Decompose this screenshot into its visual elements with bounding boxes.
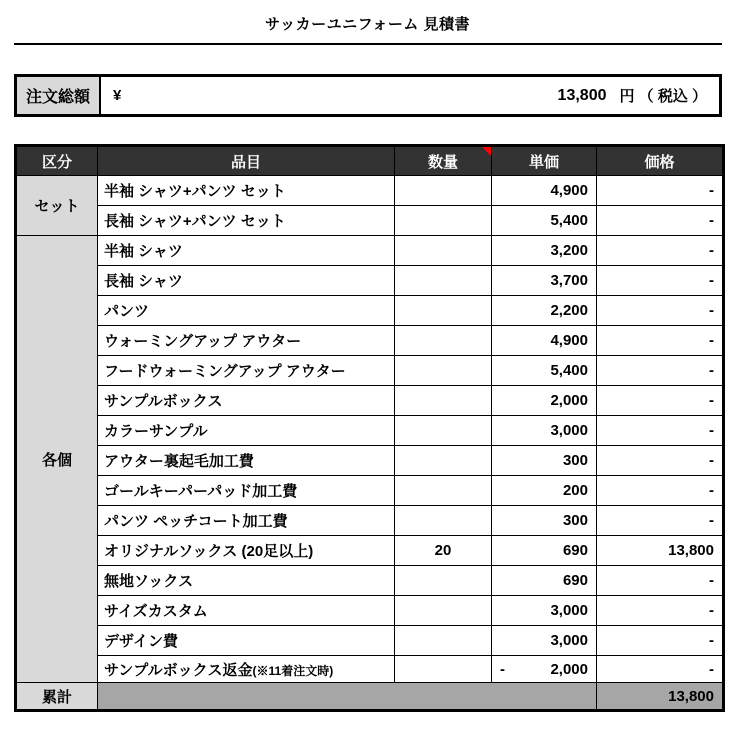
- qty-cell: 20: [395, 536, 492, 566]
- qty-cell: [395, 446, 492, 476]
- unit-price-cell: 300: [492, 446, 597, 476]
- unit-price-cell: 3,000: [492, 416, 597, 446]
- item-cell: 長袖 シャツ+パンツ セット: [98, 206, 395, 236]
- unit-price-cell: [492, 656, 597, 683]
- item-cell: アウター裏起毛加工費: [98, 446, 395, 476]
- item-label: サンプルボックス返金: [104, 661, 253, 679]
- table-row: [16, 296, 724, 326]
- unit-price-cell: 2,200: [492, 296, 597, 326]
- minus-sign: -: [500, 660, 505, 678]
- price-cell: -: [597, 386, 724, 416]
- item-cell: [98, 656, 395, 683]
- table-row: [16, 266, 724, 296]
- col-header-quantity: [395, 146, 492, 176]
- title-divider: [14, 43, 722, 45]
- quote-table: [14, 144, 725, 712]
- price-cell: -: [597, 596, 724, 626]
- yen-symbol: ¥: [113, 87, 122, 104]
- item-cell: サンプルボックス: [98, 386, 395, 416]
- table-row: [16, 596, 724, 626]
- price-cell: -: [597, 656, 724, 683]
- item-cell: パンツ ペッチコート加工費: [98, 506, 395, 536]
- unit-price-cell: 690: [492, 566, 597, 596]
- unit-price-cell: 4,900: [492, 326, 597, 356]
- item-cell: 無地ソックス: [98, 566, 395, 596]
- qty-cell: [395, 656, 492, 683]
- table-row: [16, 566, 724, 596]
- header-row: [16, 146, 724, 176]
- item-cell: 長袖 シャツ: [98, 266, 395, 296]
- qty-cell: [395, 566, 492, 596]
- qty-cell: [395, 386, 492, 416]
- unit-price-cell: 5,400: [492, 356, 597, 386]
- price-cell: -: [597, 236, 724, 266]
- table-row: [16, 356, 724, 386]
- unit-price-cell: 200: [492, 476, 597, 506]
- table-row: [16, 626, 724, 656]
- table-row: [16, 326, 724, 356]
- comment-marker-icon: [482, 147, 491, 156]
- item-cell: パンツ: [98, 296, 395, 326]
- table-row: [16, 236, 724, 266]
- item-cell: ウォーミングアップ アウター: [98, 326, 395, 356]
- unit-price-cell: 2,000: [492, 386, 597, 416]
- qty-cell: [395, 266, 492, 296]
- qty-cell: [395, 206, 492, 236]
- item-cell: オリジナルソックス (20足以上): [98, 536, 395, 566]
- document-title: サッカーユニフォーム 見積書: [264, 16, 471, 33]
- col-header-category: 区分: [16, 146, 98, 176]
- order-total-amount: 13,800: [557, 86, 607, 104]
- unit-price-cell: 690: [492, 536, 597, 566]
- unit-price-cell: 3,200: [492, 236, 597, 266]
- table-row: [16, 536, 724, 566]
- price-cell: -: [597, 206, 724, 236]
- price-cell: -: [597, 566, 724, 596]
- item-note: (※11着注文時): [252, 663, 334, 678]
- table-row: [16, 656, 724, 683]
- table-row: [16, 446, 724, 476]
- qty-cell: [395, 326, 492, 356]
- order-total-value: [101, 77, 719, 114]
- col-header-quantity-label: 数量: [427, 153, 458, 171]
- qty-cell: [395, 416, 492, 446]
- unit-price-cell: 300: [492, 506, 597, 536]
- unit-price-cell: 4,900: [492, 176, 597, 206]
- table-row: [16, 206, 724, 236]
- price-cell: -: [597, 626, 724, 656]
- total-spacer-cell: [98, 683, 597, 711]
- table-row: [16, 506, 724, 536]
- item-cell: ゴールキーパーパッド加工費: [98, 476, 395, 506]
- price-cell: 13,800: [597, 536, 724, 566]
- total-label-cell: 累計: [16, 683, 98, 711]
- price-cell: -: [597, 476, 724, 506]
- price-cell: -: [597, 356, 724, 386]
- unit-price-cell: 3,000: [492, 596, 597, 626]
- col-header-unit-price: 単価: [492, 146, 597, 176]
- qty-cell: [395, 296, 492, 326]
- price-cell: -: [597, 266, 724, 296]
- table-row: [16, 476, 724, 506]
- qty-cell: [395, 176, 492, 206]
- price-cell: -: [597, 296, 724, 326]
- qty-cell: [395, 476, 492, 506]
- item-cell: デザイン費: [98, 626, 395, 656]
- price-cell: -: [597, 416, 724, 446]
- qty-cell: [395, 356, 492, 386]
- table-row: [16, 416, 724, 446]
- order-total-box: [14, 74, 722, 117]
- order-total-suffix: 円 （ 税込 ）: [619, 88, 707, 105]
- price-cell: -: [597, 446, 724, 476]
- price-cell: -: [597, 326, 724, 356]
- order-total-label: 注文総額: [17, 77, 101, 114]
- item-cell: サイズカスタム: [98, 596, 395, 626]
- unit-price-cell: 3,700: [492, 266, 597, 296]
- negative-amount: [492, 661, 588, 678]
- item-cell: カラーサンプル: [98, 416, 395, 446]
- price-cell: -: [597, 176, 724, 206]
- item-cell: 半袖 シャツ+パンツ セット: [98, 176, 395, 206]
- col-header-item: 品目: [98, 146, 395, 176]
- qty-cell: [395, 506, 492, 536]
- total-row: [16, 683, 724, 711]
- unit-price-cell: 5,400: [492, 206, 597, 236]
- group-cell-individual: 各個: [16, 236, 98, 683]
- price-cell: -: [597, 506, 724, 536]
- unit-price-value: 2,000: [550, 660, 588, 678]
- col-header-price: 価格: [597, 146, 724, 176]
- item-cell: フードウォーミングアップ アウター: [98, 356, 395, 386]
- total-value-cell: 13,800: [597, 683, 724, 711]
- qty-cell: [395, 596, 492, 626]
- unit-price-cell: 3,000: [492, 626, 597, 656]
- group-cell-set: セット: [16, 176, 98, 236]
- qty-cell: [395, 626, 492, 656]
- table-row: [16, 176, 724, 206]
- table-row: [16, 386, 724, 416]
- qty-cell: [395, 236, 492, 266]
- item-cell: 半袖 シャツ: [98, 236, 395, 266]
